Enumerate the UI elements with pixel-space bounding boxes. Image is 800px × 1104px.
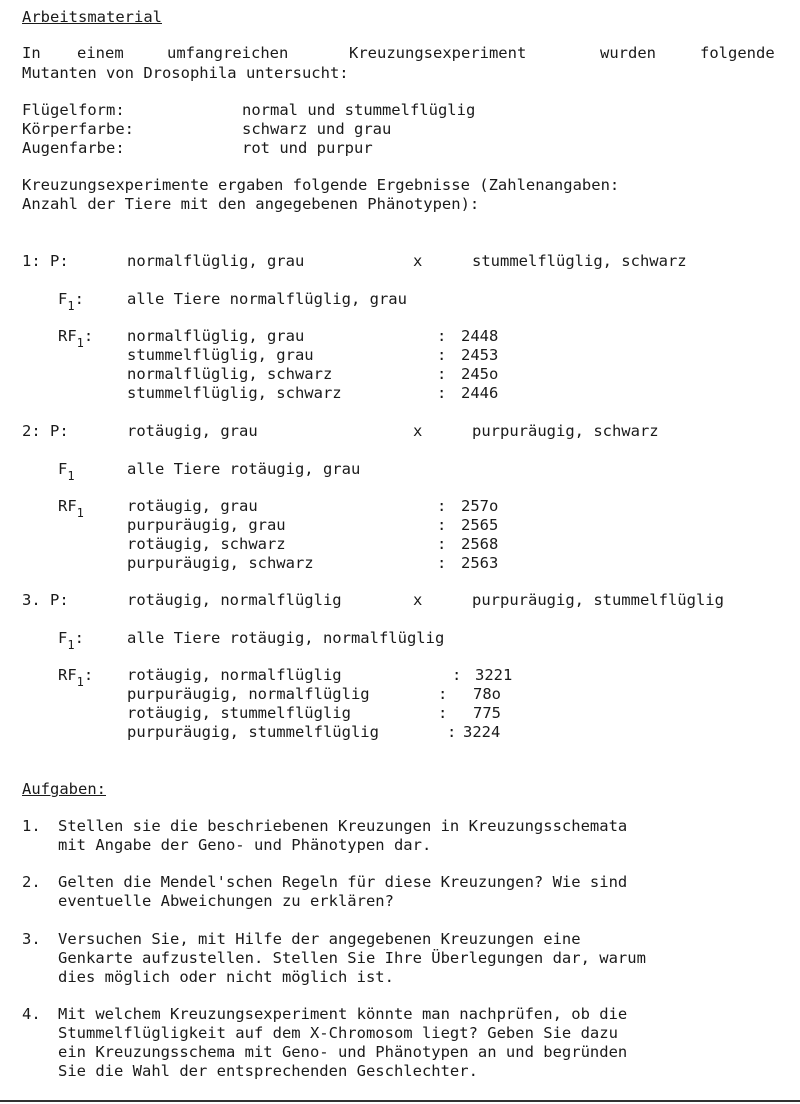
offspring-sep: : <box>438 685 448 703</box>
cross-parent: rotäugig, normalflüglig <box>127 591 342 609</box>
cross-number: 3. P: <box>22 591 69 609</box>
trait-name: Körperfarbe: <box>22 120 134 138</box>
offspring-count: 245o <box>461 365 499 383</box>
cross-x: x <box>413 591 423 609</box>
f1-text: alle Tiere rotäugig, grau <box>127 460 361 478</box>
intro-word: Kreuzungsexperiment <box>349 44 527 62</box>
cross-number: 2: P: <box>22 422 69 440</box>
offspring-phenotype: rotäugig, schwarz <box>127 535 286 553</box>
rf1-subscript: 1 <box>76 675 84 689</box>
task-line: Versuchen Sie, mit Hilfe der angegebenen Kreuzungen eine <box>58 930 581 948</box>
f1-letter: F <box>58 629 68 647</box>
cross-x: x <box>413 252 423 270</box>
rf1-subscript: 1 <box>76 506 84 520</box>
trait-value: schwarz und grau <box>242 120 392 138</box>
offspring-sep: : <box>437 516 447 534</box>
intro-word: In <box>22 44 41 62</box>
offspring-phenotype: stummelflüglig, schwarz <box>127 384 342 402</box>
f1-subscript: 1 <box>67 299 75 313</box>
task-number: 2. <box>22 873 41 891</box>
offspring-sep: : <box>437 497 447 515</box>
cross-x: x <box>413 422 423 440</box>
f1-label <box>58 629 84 652</box>
intro-line: Mutanten von Drosophila untersucht: <box>22 64 349 82</box>
offspring-phenotype: normalflüglig, schwarz <box>127 365 333 383</box>
cross-parent: stummelflüglig, schwarz <box>472 252 687 270</box>
task-number: 4. <box>22 1005 41 1023</box>
task-line: ein Kreuzungsschema mit Geno- und Phänotypen an und begründen <box>58 1043 628 1061</box>
task-line: eventuelle Abweichungen zu erklären? <box>58 892 394 910</box>
offspring-count: 2448 <box>461 327 499 345</box>
trait-value: normal und stummelflüglig <box>242 101 476 119</box>
task-line: Stellen sie die beschriebenen Kreuzungen in Kreuzungsschemata <box>58 817 628 835</box>
f1-subscript: 1 <box>67 469 75 483</box>
rf1-letters: RF <box>58 327 77 345</box>
results-intro: Anzahl der Tiere mit den angegebenen Phänotypen): <box>22 195 480 213</box>
offspring-count: 257o <box>461 497 499 515</box>
offspring-sep: : <box>437 554 447 572</box>
task-line: Sie die Wahl der entsprechenden Geschlechter. <box>58 1062 478 1080</box>
offspring-phenotype: normalflüglig, grau <box>127 327 305 345</box>
f1-letter: F <box>58 290 68 308</box>
task-line: Stummelflügligkeit auf dem X-Chromosom liegt? Geben Sie dazu <box>58 1024 618 1042</box>
intro-word: umfangreichen <box>167 44 289 62</box>
cross-parent: normalflüglig, grau <box>127 252 305 270</box>
cross-number: 1: P: <box>22 252 69 270</box>
rf1-colon: : <box>83 666 94 684</box>
rf1-label <box>58 327 94 350</box>
offspring-count: 3224 <box>463 723 501 741</box>
offspring-count: 2453 <box>461 346 499 364</box>
rf1-label <box>58 666 94 689</box>
rf1-subscript: 1 <box>76 336 84 350</box>
offspring-count: 775 <box>473 704 501 722</box>
offspring-sep: : <box>437 384 447 402</box>
cross-parent: purpuräugig, schwarz <box>472 422 659 440</box>
task-line: dies möglich oder nicht möglich ist. <box>58 968 394 986</box>
task-line: Gelten die Mendel'schen Regeln für diese Kreuzungen? Wie sind <box>58 873 628 891</box>
rf1-colon: : <box>83 327 94 345</box>
offspring-count: 2568 <box>461 535 499 553</box>
rf1-letters: RF <box>58 497 77 515</box>
intro-word: folgende <box>700 44 775 62</box>
f1-letter: F <box>58 460 68 478</box>
offspring-phenotype: rotäugig, normalflüglig <box>127 666 342 684</box>
offspring-phenotype: rotäugig, grau <box>127 497 258 515</box>
f1-label <box>58 460 75 483</box>
intro-word: einem <box>77 44 124 62</box>
offspring-count: 2563 <box>461 554 499 572</box>
offspring-phenotype: purpuräugig, normalflüglig <box>127 685 370 703</box>
offspring-phenotype: stummelflüglig, grau <box>127 346 314 364</box>
offspring-sep: : <box>437 346 447 364</box>
task-number: 3. <box>22 930 41 948</box>
offspring-phenotype: rotäugig, stummelflüglig <box>127 704 351 722</box>
offspring-sep: : <box>447 723 457 741</box>
offspring-sep: : <box>452 666 462 684</box>
cross-parent: purpuräugig, stummelflüglig <box>472 591 724 609</box>
task-number: 1. <box>22 817 41 835</box>
intro-word: wurden <box>600 44 656 62</box>
f1-label <box>58 290 84 313</box>
offspring-count: 2446 <box>461 384 499 402</box>
offspring-count: 78o <box>473 685 501 703</box>
task-line: Mit welchem Kreuzungsexperiment könnte man nachprüfen, ob die <box>58 1005 628 1023</box>
heading: Arbeitsmaterial <box>22 8 162 26</box>
page-bottom-rule <box>0 1100 800 1102</box>
trait-name: Flügelform: <box>22 101 125 119</box>
offspring-count: 3221 <box>475 666 513 684</box>
trait-value: rot und purpur <box>242 139 373 157</box>
f1-colon: : <box>74 290 84 308</box>
results-intro: Kreuzungsexperimente ergaben folgende Ergebnisse (Zahlenangaben: <box>22 176 620 194</box>
offspring-count: 2565 <box>461 516 499 534</box>
task-line: Genkarte aufzustellen. Stellen Sie Ihre Überlegungen dar, warum <box>58 949 646 967</box>
tasks-heading: Aufgaben: <box>22 780 106 798</box>
trait-name: Augenfarbe: <box>22 139 125 157</box>
cross-parent: rotäugig, grau <box>127 422 258 440</box>
f1-text: alle Tiere rotäugig, normalflüglig <box>127 629 445 647</box>
offspring-sep: : <box>437 365 447 383</box>
offspring-sep: : <box>437 327 447 345</box>
f1-subscript: 1 <box>67 638 75 652</box>
offspring-sep: : <box>438 704 448 722</box>
rf1-label <box>58 497 84 520</box>
offspring-phenotype: purpuräugig, stummelflüglig <box>127 723 379 741</box>
f1-colon: : <box>74 629 84 647</box>
offspring-sep: : <box>437 535 447 553</box>
offspring-phenotype: purpuräugig, schwarz <box>127 554 314 572</box>
rf1-letters: RF <box>58 666 77 684</box>
f1-text: alle Tiere normalflüglig, grau <box>127 290 407 308</box>
offspring-phenotype: purpuräugig, grau <box>127 516 286 534</box>
task-line: mit Angabe der Geno- und Phänotypen dar. <box>58 836 432 854</box>
